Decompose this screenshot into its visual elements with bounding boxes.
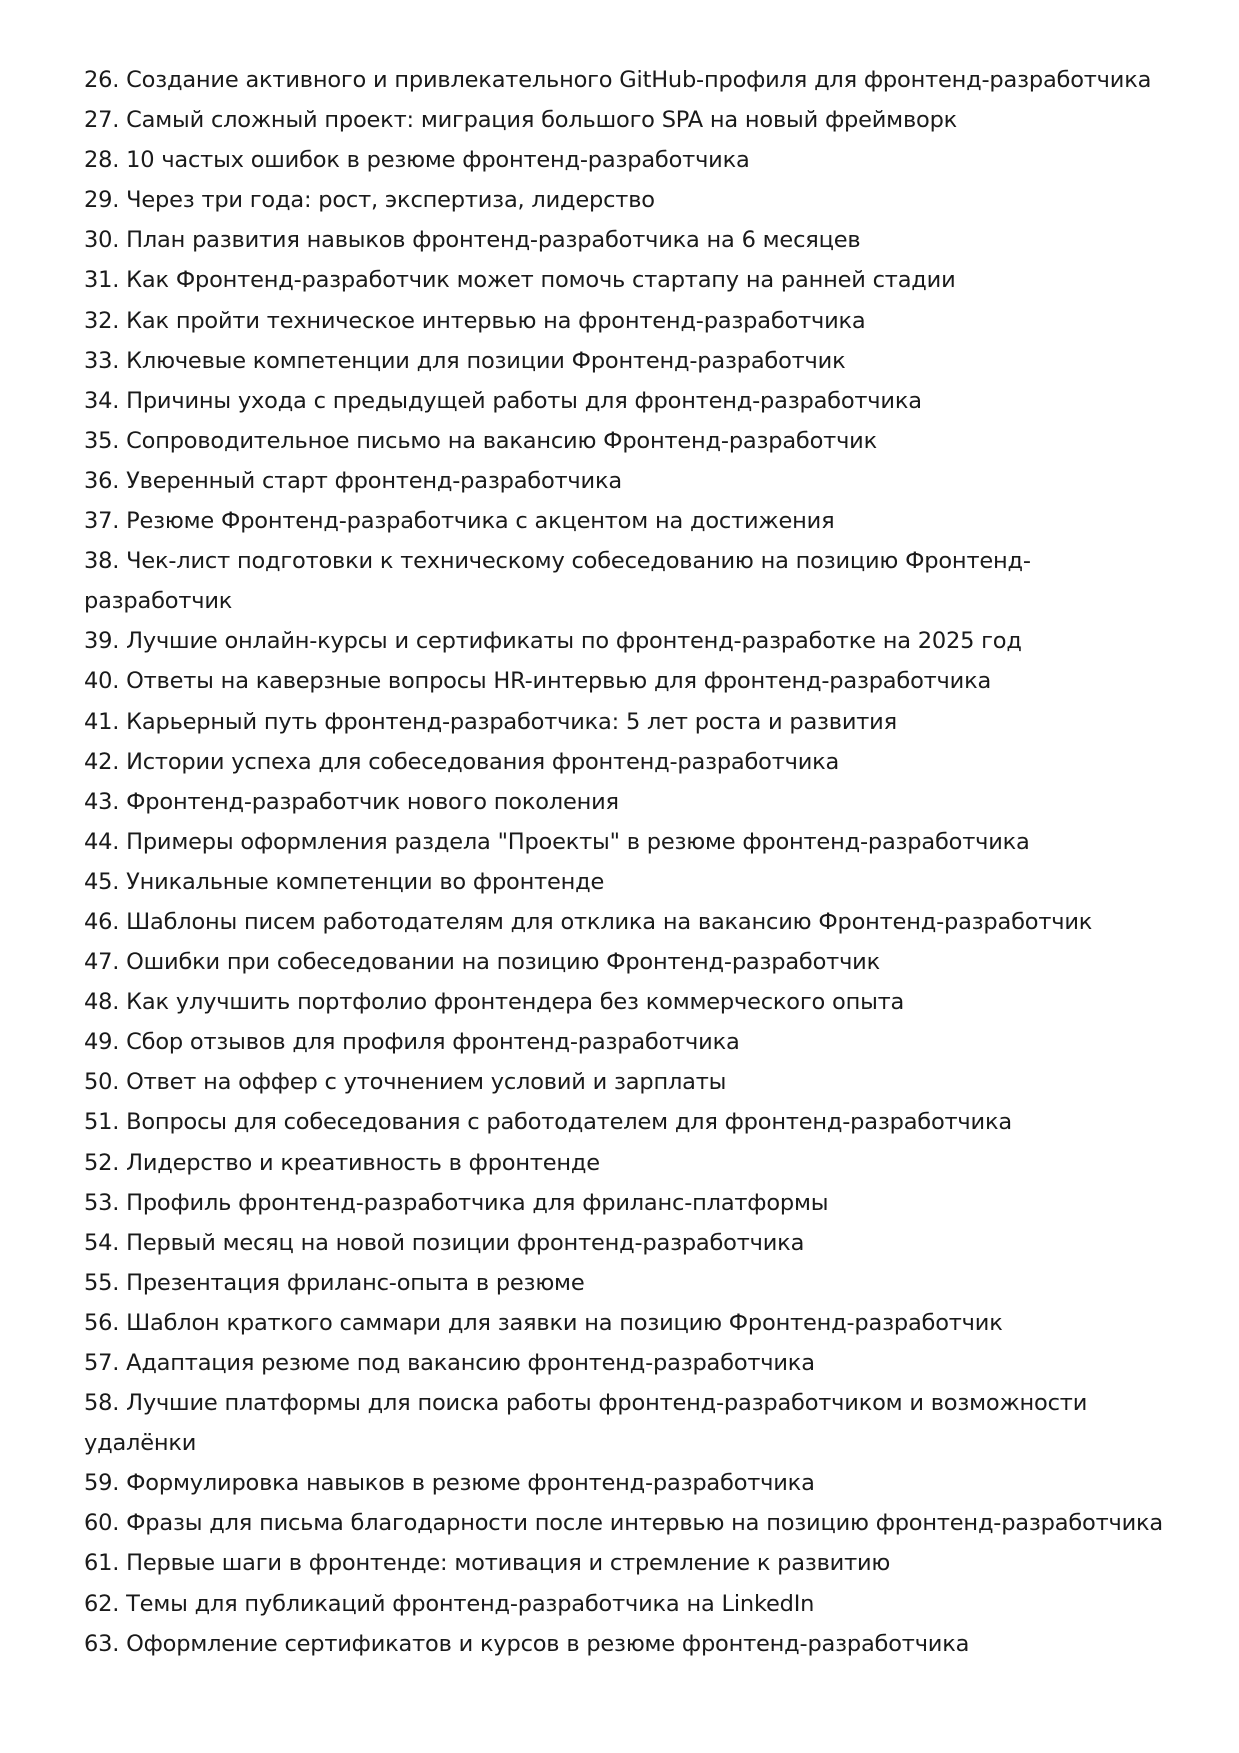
list-item: 55. Презентация фриланс-опыта в резюме — [84, 1269, 585, 1296]
list-item: 60. Фразы для письма благодарности после интервью на позицию фронтенд-разработчика — [84, 1510, 1163, 1537]
list-item: 52. Лидерство и креативность в фронтенде — [84, 1149, 600, 1176]
list-item: 46. Шаблоны писем работодателям для отклика на вакансию Фронтенд-разработчик — [84, 908, 1093, 935]
list-item: 48. Как улучшить портфолио фронтендера без коммерческого опыта — [84, 989, 905, 1016]
list-item: 39. Лучшие онлайн-курсы и сертификаты по фронтенд-разработке на 2025 год — [84, 628, 1022, 655]
list-item: 26. Создание активного и привлекательного GitHub-профиля для фронтенд-разработчика — [84, 67, 1152, 93]
list-item: 37. Резюме Фронтенд-разработчика с акцентом на достижения — [84, 508, 835, 535]
list-item: 35. Сопроводительное письмо на вакансию Фронтенд-разработчик — [84, 427, 877, 454]
list-item: 63. Оформление сертификатов и курсов в резюме фронтенд-разработчика — [84, 1630, 970, 1657]
list-item: 54. Первый месяц на новой позиции фронтенд-разработчика — [84, 1229, 805, 1256]
list-item: 28. 10 частых ошибок в резюме фронтенд-разработчика — [84, 147, 750, 174]
list-item: 62. Темы для публикаций фронтенд-разработчика на LinkedIn — [84, 1590, 815, 1617]
list-item: 50. Ответ на оффер с уточнением условий и зарплаты — [84, 1069, 727, 1096]
topic-list — [84, 60, 1164, 1664]
document-page — [84, 60, 1164, 1664]
list-item: 51. Вопросы для собеседования с работодателем для фронтенд-разработчика — [84, 1109, 1012, 1136]
list-item: 49. Сбор отзывов для профиля фронтенд-разработчика — [84, 1029, 740, 1056]
list-item: 61. Первые шаги в фронтенде: мотивация и стремление к развитию — [84, 1550, 891, 1577]
list-item: 36. Уверенный старт фронтенд-разработчика — [84, 467, 622, 494]
list-item: 53. Профиль фронтенд-разработчика для фриланс-платформы — [84, 1189, 829, 1216]
list-item: 41. Карьерный путь фронтенд-разработчика: 5 лет роста и развития — [84, 708, 897, 735]
list-item: 58. Лучшие платформы для поиска работы фронтенд-разработчиком и возможности удалёнки — [84, 1390, 1088, 1457]
list-item: 30. План развития навыков фронтенд-разработчика на 6 месяцев — [84, 227, 861, 254]
list-item: 47. Ошибки при собеседовании на позицию Фронтенд-разработчик — [84, 949, 880, 976]
list-item: 38. Чек-лист подготовки к техническому собеседованию на позицию Фронтенд-разработчик — [84, 548, 1031, 615]
list-item: 44. Примеры оформления раздела "Проекты" в резюме фронтенд-разработчика — [84, 828, 1030, 855]
list-item: 32. Как пройти техническое интервью на фронтенд-разработчика — [84, 307, 866, 334]
list-item: 29. Через три года: рост, экспертиза, лидерство — [84, 187, 655, 214]
list-item: 59. Формулировка навыков в резюме фронтенд-разработчика — [84, 1470, 815, 1497]
list-item: 40. Ответы на каверзные вопросы HR-интервью для фронтенд-разработчика — [84, 668, 992, 695]
list-item: 33. Ключевые компетенции для позиции Фронтенд-разработчик — [84, 347, 846, 374]
list-item: 42. Истории успеха для собеседования фронтенд-разработчика — [84, 748, 840, 775]
list-item: 31. Как Фронтенд-разработчик может помочь стартапу на ранней стадии — [84, 267, 956, 294]
list-item: 34. Причины ухода с предыдущей работы для фронтенд-разработчика — [84, 387, 922, 414]
list-item: 56. Шаблон краткого саммари для заявки на позицию Фронтенд-разработчик — [84, 1309, 1003, 1336]
list-item: 43. Фронтенд-разработчик нового поколения — [84, 788, 619, 815]
list-item: 45. Уникальные компетенции во фронтенде — [84, 868, 605, 895]
list-item: 27. Самый сложный проект: миграция большого SPA на новый фреймворк — [84, 107, 958, 134]
list-item: 57. Адаптация резюме под вакансию фронтенд-разработчика — [84, 1350, 815, 1376]
